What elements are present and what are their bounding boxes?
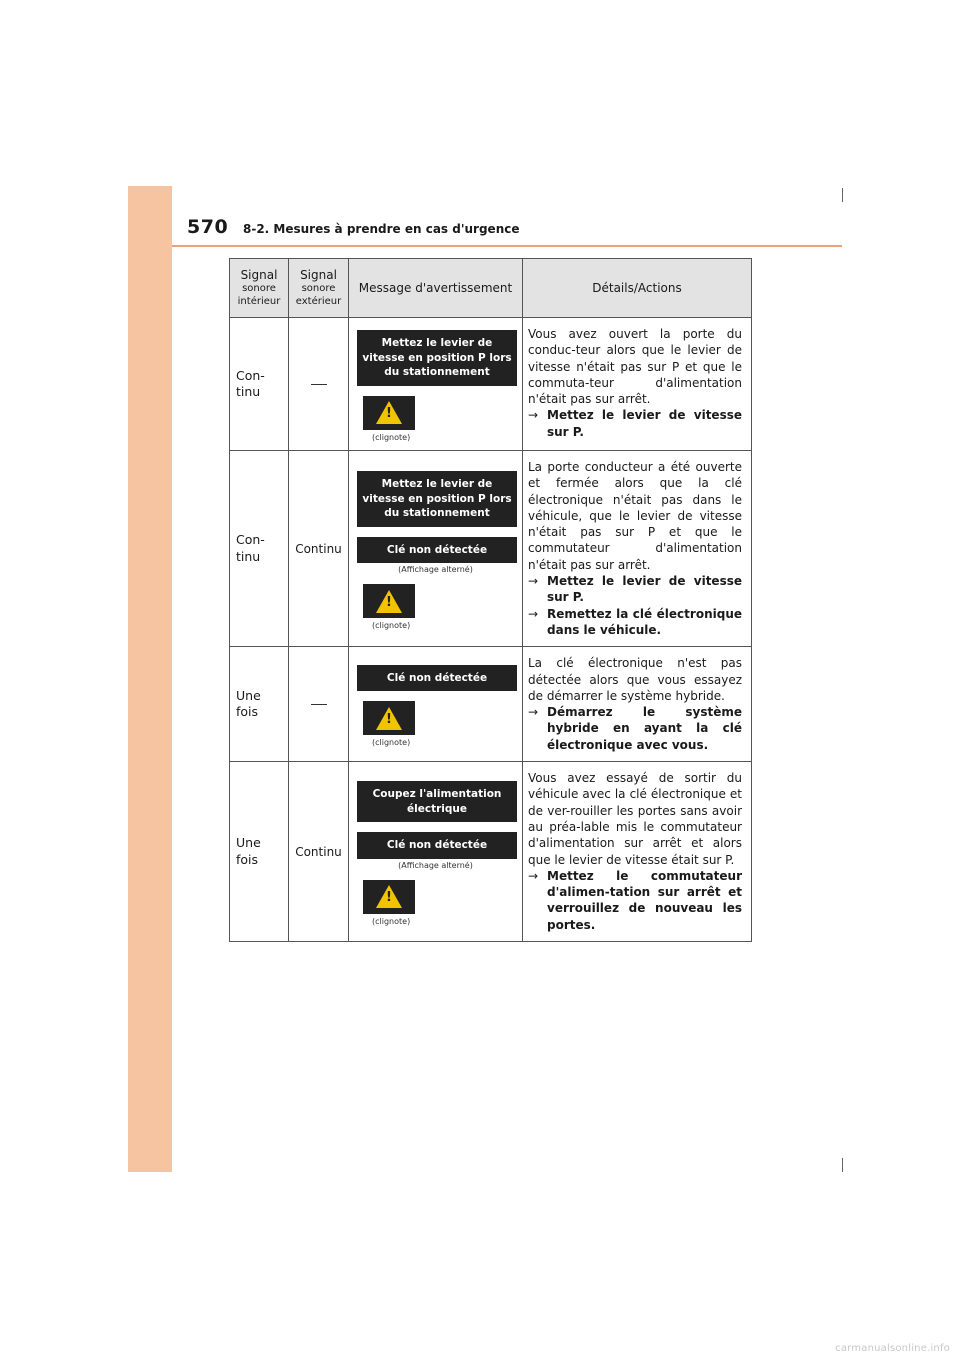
external-buzzer-cell: Continu [289, 451, 349, 647]
alternate-display-note: (Affichage alterné) [398, 860, 473, 870]
warning-table [229, 258, 752, 942]
warning-display [363, 396, 415, 430]
arrow-icon: → [528, 705, 539, 720]
warning-triangle-icon [376, 590, 402, 613]
internal-buzzer-cell: Une fois [230, 647, 289, 762]
header-details-actions: Détails/Actions [523, 259, 752, 318]
warning-triangle-icon [376, 401, 402, 424]
blink-note: (clignote) [372, 738, 411, 748]
warning-triangle-icon [376, 707, 402, 730]
warning-display [363, 701, 415, 735]
message-cell [349, 318, 523, 451]
detail-description: Vous avez ouvert la porte du conduc-teur alors que le levier de vitesse n'était pas sur P et que le commuta-teur d'alimentation n'était pas sur arrêt. [528, 327, 742, 407]
detail-description: La clé électronique n'est pas détectée alors que vous essayez de démarrer le système hybride. [528, 656, 742, 703]
side-band [128, 186, 172, 1172]
details-cell [523, 762, 752, 942]
blink-note: (clignote) [372, 916, 411, 926]
external-buzzer-cell [289, 318, 349, 451]
table-row [230, 318, 752, 451]
header-rule [172, 245, 842, 247]
table-row [230, 647, 752, 762]
display-message: Coupez l'alimentation électrique [357, 781, 517, 822]
internal-buzzer-cell: Une fois [230, 762, 289, 942]
arrow-icon: → [528, 408, 539, 423]
blink-note: (clignote) [372, 621, 411, 631]
details-cell [523, 451, 752, 647]
table-row [230, 762, 752, 942]
header-internal-buzzer: Signal sonore intérieur [230, 259, 289, 318]
alternate-display-note: (Affichage alterné) [398, 565, 473, 575]
section-title: 8-2. Mesures à prendre en cas d'urgence [243, 222, 520, 236]
arrow-icon: → [528, 574, 539, 589]
details-cell [523, 318, 752, 451]
display-message: Clé non détectée [357, 665, 517, 692]
display-message: Mettez le levier de vitesse en position P lors du stationnement [357, 471, 517, 527]
watermark: carmanualsonline.info [835, 1343, 950, 1354]
arrow-icon: → [528, 868, 539, 883]
message-cell [349, 762, 523, 942]
table-row [230, 451, 752, 647]
warning-display [363, 584, 415, 618]
details-cell [523, 647, 752, 762]
page-number: 570 [187, 216, 229, 238]
internal-buzzer-cell: Con- tinu [230, 318, 289, 451]
crop-mark-top [842, 188, 843, 202]
internal-buzzer-cell: Con- tinu [230, 451, 289, 647]
message-cell [349, 647, 523, 762]
display-message: Mettez le levier de vitesse en position P lors du stationnement [357, 330, 517, 386]
arrow-icon: → [528, 606, 539, 621]
action-item: → Remettez la clé électronique dans le véhicule. [528, 606, 742, 637]
header-warning-message: Message d'avertissement [349, 259, 523, 318]
dash-icon [311, 704, 327, 705]
action-item: → Démarrez le système hybride en ayant la clé électronique avec vous. [528, 705, 742, 752]
external-buzzer-cell [289, 647, 349, 762]
dash-icon [311, 384, 327, 385]
action-item: → Mettez le levier de vitesse sur P. [528, 574, 742, 605]
action-item: → Mettez le levier de vitesse sur P. [528, 408, 742, 439]
warning-display [363, 880, 415, 914]
header-external-buzzer: Signal sonore extérieur [289, 259, 349, 318]
warning-triangle-icon [376, 885, 402, 908]
detail-description: Vous avez essayé de sortir du véhicule avec la clé électronique et de ver-rouiller les portes sans avoir au préa-lable mis le commutateur d'alimentation sur arrêt et alors que le levier de vitesse était sur P. [528, 771, 742, 867]
action-item: → Mettez le commutateur d'alimen-tation sur arrêt et verrouillez de nouveau les portes. [528, 868, 742, 932]
external-buzzer-cell: Continu [289, 762, 349, 942]
display-message: Clé non détectée [357, 832, 517, 859]
blink-note: (clignote) [372, 432, 411, 442]
message-cell [349, 451, 523, 647]
detail-description: La porte conducteur a été ouverte et fermée alors que la clé électronique n'était pas dans le véhicule, que le levier de vitesse n'était pas sur P et que le commutateur d'alimentation n'était pas sur arrêt. [528, 460, 742, 572]
display-message: Clé non détectée [357, 537, 517, 564]
table-header-row [230, 259, 752, 318]
crop-mark-bottom [842, 1158, 843, 1172]
